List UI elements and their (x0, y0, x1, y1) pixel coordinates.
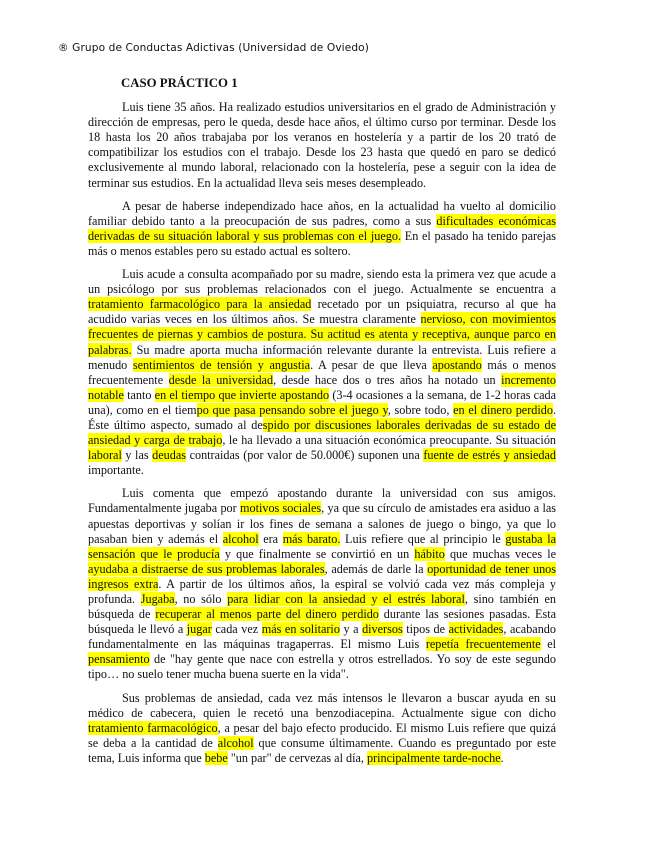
text-segment: , desde hace dos o tres años ha notado un (273, 372, 502, 387)
highlighted-text: en el tiempo que invierte apostando (154, 387, 330, 402)
text-segment: , además de darle la (324, 561, 428, 576)
text-segment: Luis tiene 35 años. Ha realizado estudios universitarios en el grado de Administración y dirección de empresas, pero le queda, desde hace años, el último curso por terminar. Desde los 18 hasta los 20 años trabajaba por los veranos en hostelería y a partir de los 20 trató de compatibilizar los estudios con el trabajo. Desde los 23 hasta que quedó en paro se dedicó exclusivemente al mundo laboral, relacionado con la hostelería, pese a seguir con la idea de terminar sus estudios. En la actualidad lleva seis meses desempleado. (88, 100, 556, 190)
highlighted-text: alcohol (217, 735, 254, 750)
case-title: CASO PRÁCTICO 1 (121, 76, 238, 90)
highlighted-text: bebe (204, 750, 228, 765)
highlighted-text: nervioso, con movimientos frecuentes de piernas y cambios de postura. Su actitud es atenta y receptiva, aunque parco en palabras. (88, 312, 556, 357)
running-header: ® Grupo de Conductas Adictivas (Universidad de Oviedo) (58, 42, 369, 54)
text-segment: importante. (88, 463, 144, 478)
highlighted-text: tratamiento farmacológico para la ansiedad (88, 297, 312, 312)
text-segment: , a pesar del bajo efecto producido. El mismo Luis refiere que quizá se deba a la cantidad de (88, 720, 556, 750)
highlighted-text: diversos (362, 622, 403, 637)
highlighted-text: fuente de estrés y ansiedad (423, 448, 557, 463)
highlighted-text: sentimientos de tensión y angustia (132, 357, 311, 372)
text-segment: . Éste último aspecto, sumado al de (88, 402, 556, 432)
text-segment: más o menos frecuentemente (88, 357, 556, 387)
highlighted-text: oportunidad de tener unos ingresos extra (88, 561, 556, 591)
highlighted-text: apostando (432, 357, 482, 372)
text-segment: y a (339, 622, 363, 637)
highlighted-text: laboral (88, 448, 122, 463)
text-segment: durante las sesiones pasadas. Esta búsqueda le llevó a (88, 607, 556, 637)
text-segment: tipos de (402, 622, 449, 637)
highlighted-text: incremento notable (88, 372, 556, 402)
text-segment: Luis acude a consulta acompañado por su madre, siendo esta la primera vez que acude a un psicólogo por sus problemas relacionados con el juego. Actualmente se encuentra a (88, 267, 556, 297)
text-segment: de "hay gente que nace con estrella y otros estrellados. Yo soy de este segundo tipo… no suelo tener mucha buena suerte en la vida". (88, 652, 556, 682)
text-segment: Su madre aporta mucha información relevante durante la entrevista. Luis refiere a menudo (88, 342, 556, 372)
highlighted-text: para lidiar con la ansiedad y el estrés laboral (227, 592, 465, 606)
highlighted-text: pensamiento (88, 652, 150, 667)
text-segment: . A pesar de que lleva (310, 357, 433, 372)
highlighted-text: dificultades económicas derivadas de su situación laboral y sus problemas con el juego. (88, 213, 556, 243)
highlighted-text: Jugaba (140, 592, 175, 606)
text-segment: , ya que su círculo de amistades era asiduo a las apuestas deportivas y solían ir los fines de semana a salones de juego o bingo, ya que lo pasaban bien y además el (88, 501, 556, 546)
text-segment: (3-4 ocasiones a la semana, de 1-2 horas cada una), como en el tiem (88, 387, 556, 417)
text-segment: contraidas (por valor de 50.000€) suponen una (186, 448, 424, 463)
highlighted-text: recuperar al menos parte del dinero perdido (155, 607, 379, 622)
text-segment: En el pasado ha tenido parejas más o menos estables pero su estado actual es soltero. (88, 228, 556, 258)
text-segment: cada vez (211, 622, 262, 637)
text-segment: , no sólo (174, 592, 228, 606)
paragraph (88, 100, 556, 191)
text-segment: , sino también en búsqueda de (88, 592, 557, 622)
highlighted-text: po que pasa pensando sobre el juego y (196, 402, 388, 417)
text-segment: el (540, 637, 556, 652)
highlighted-text: gustaba la sensación que le producía (88, 531, 556, 561)
text-segment: , acabando fundamentalmente en las máquinas tragaperras. El mismo Luis (88, 622, 556, 652)
text-segment: . (500, 750, 504, 765)
paragraph-container (88, 100, 556, 766)
text-segment: y las (121, 448, 153, 463)
highlighted-text: repetía frecuentemente (425, 637, 541, 652)
text-segment: "un par" de cervezas al día, (227, 750, 367, 765)
paragraph (88, 267, 556, 478)
highlighted-text: alcohol (222, 531, 259, 546)
text-segment: que muchas veces le (444, 546, 556, 561)
highlighted-text: spido por discusiones laborales derivadas de su estado de ansiedad y carga de trabajo (88, 417, 556, 448)
highlighted-text: en el dinero perdido (453, 402, 553, 417)
highlighted-text: tratamiento farmacológico (88, 720, 218, 735)
highlighted-text: más barato. (282, 531, 341, 546)
text-segment: Luis refiere que al principio le (340, 531, 506, 546)
paragraph (88, 691, 556, 766)
text-segment: que consume últimamente. Cuando es preguntado por este tema, Luis informa que (88, 735, 556, 765)
highlighted-text: principalmente tarde-noche (367, 750, 501, 765)
text-segment: tanto (123, 387, 155, 402)
highlighted-text: ayudaba a distraerse de sus problemas laborales (88, 561, 325, 576)
text-segment: Sus problemas de ansiedad, cada vez más intensos le llevaron a buscar ayuda en su médico de cabecera, quien le recetó una benzodiacepina. Actualmente sigue con dicho (88, 690, 556, 720)
paragraph (88, 486, 556, 682)
paragraph (88, 199, 556, 259)
highlighted-text: desde la universidad (168, 372, 274, 387)
text-segment: Luis comenta que empezó apostando durante la universidad con sus amigos. Fundamentalmente jugaba por (88, 486, 556, 516)
highlighted-text: jugar (186, 622, 212, 637)
text-segment: , sobre todo, (387, 402, 454, 417)
text-segment: y que finalmente se convirtió en un (219, 546, 415, 561)
text-segment: era (258, 531, 283, 546)
text-segment: A pesar de haberse independizado hace años, en la actualidad ha vuelto al domicilio familiar debido tanto a la preocupación de sus padres, como a sus (88, 198, 556, 228)
highlighted-text: actividades (448, 622, 504, 637)
text-segment: . A partir de los últimos años, la espiral se volvió cada vez más compleja y profunda. (88, 576, 556, 606)
highlighted-text: hábito (414, 546, 445, 561)
highlighted-text: deudas (152, 448, 187, 463)
text-segment: , le ha llevado a una situación económica preocupante. Su situación (222, 433, 557, 448)
highlighted-text: motivos sociales (240, 501, 322, 516)
text-segment: recetado por un psiquiatra, recurso al que ha acudido varias veces en los últimos años. Se muestra claramente (88, 297, 556, 327)
document-body (88, 76, 556, 774)
highlighted-text: más en solitario (261, 622, 340, 637)
